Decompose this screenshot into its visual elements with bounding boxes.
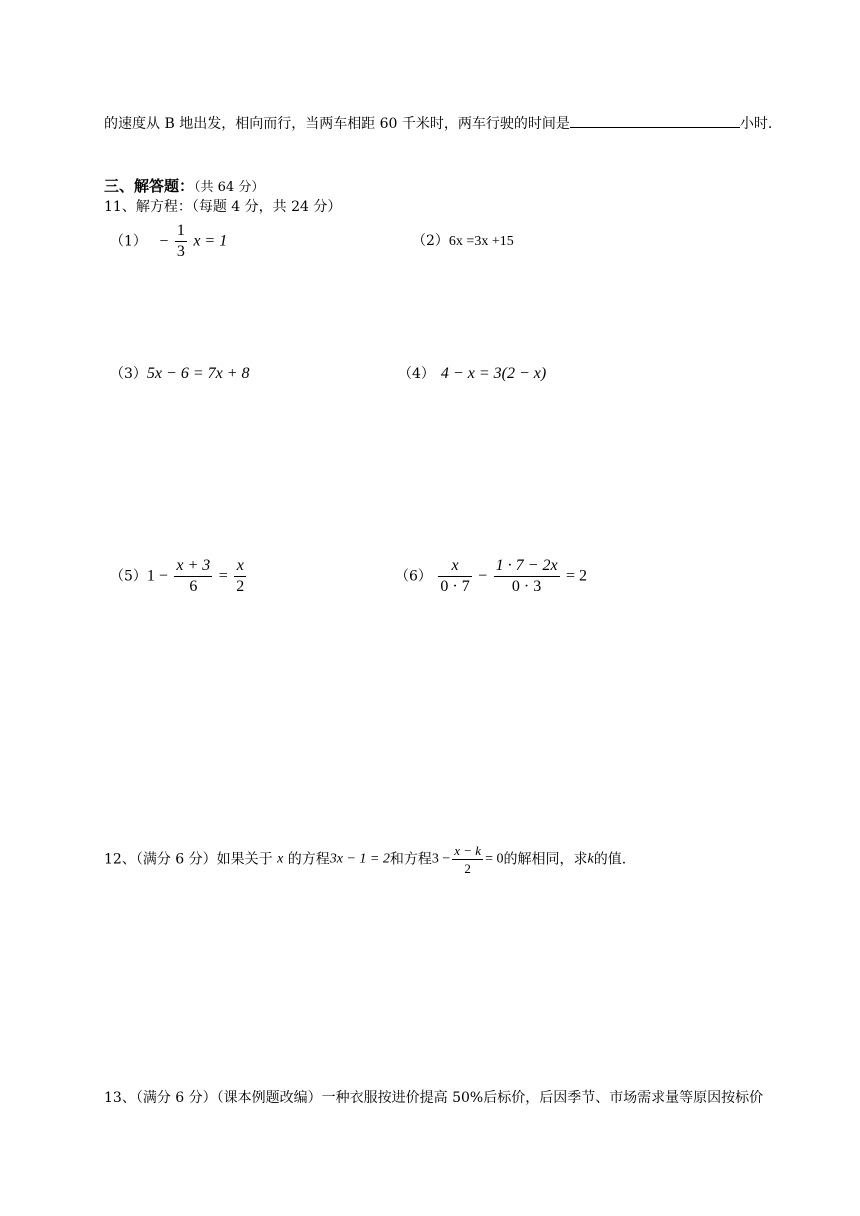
fraction: [175, 222, 187, 261]
q11-heading: 11、解方程：（每题 4 分，共 24 分）: [104, 199, 342, 215]
fraction-1: [174, 557, 212, 596]
q11-problem-3: [110, 365, 250, 383]
equation-tail: = 0: [485, 851, 504, 867]
q12-text-1: 12、（满分 6 分）如果关于: [104, 851, 273, 868]
minus-sign: −: [478, 567, 488, 585]
fraction-2: [494, 557, 560, 596]
variable-x: x: [277, 851, 284, 867]
fraction-denominator: 0 · 7: [440, 578, 470, 595]
fraction-numerator: x − k: [454, 843, 482, 858]
problem-label: （2）: [412, 233, 449, 249]
q12-line: [104, 843, 626, 876]
problem-label: （4）: [398, 366, 435, 382]
equation-1: 3x − 1 = 2: [329, 851, 390, 867]
problem-label: （3）: [110, 366, 147, 382]
fraction-denominator: 2: [464, 861, 471, 876]
minus-sign: −: [159, 232, 169, 250]
equals-sign: =: [218, 567, 228, 585]
fraction-2: [234, 557, 246, 596]
equation-rest: = 2: [566, 567, 588, 585]
problem-label: （1）: [110, 233, 147, 250]
fraction-denominator: 2: [236, 578, 245, 595]
problem-label: （5）: [110, 568, 147, 585]
equation-lead: 1 −: [146, 567, 168, 585]
fraction-denominator: 3: [176, 243, 185, 260]
equation: 4 − x = 3(2 − x): [440, 365, 547, 382]
fraction-numerator: x + 3: [174, 557, 212, 577]
problem-label: （6）: [395, 568, 432, 585]
q12-text-5: 的值.: [593, 851, 627, 868]
fraction-denominator: 6: [189, 578, 198, 595]
q12-text-3: 和方程: [389, 851, 432, 868]
q13-line: 13、（满分 6 分）（课本例题改编）一种衣服按进价提高 50%后标价，后因季节、市场需求量等原因按标价: [104, 1090, 764, 1106]
q11-problem-2: [412, 232, 514, 251]
variable-k: k: [587, 851, 594, 867]
equation: 5x − 6 = 7x + 8: [146, 365, 250, 382]
intro-line: [104, 113, 772, 133]
equation-lead: 3 −: [431, 851, 451, 867]
fraction-numerator: 1: [175, 222, 187, 242]
fraction: [452, 843, 483, 876]
equation: 6x =3x +15: [448, 234, 514, 249]
section-header: [104, 175, 264, 196]
intro-unit: 小时.: [739, 116, 773, 132]
q11-problem-1: [110, 222, 227, 261]
q11-problem-6: [395, 557, 587, 596]
q11-problem-5: [110, 557, 248, 596]
fraction-denominator: 0 · 3: [511, 578, 542, 595]
q11-problem-4: [398, 365, 546, 383]
fraction-numerator: x: [234, 557, 246, 577]
intro-text: 的速度从 B 地出发，相向而行，当两车相距 60 千米时，两车行驶的时间是: [104, 116, 570, 132]
q12-text-4: 的解相同，求: [503, 851, 588, 868]
fraction-1: [438, 557, 471, 596]
answer-blank[interactable]: [570, 113, 740, 128]
section-title: 三、解答题：: [104, 177, 195, 195]
q12-text-2: 的方程: [287, 851, 330, 868]
equation-rest: x = 1: [193, 232, 228, 250]
fraction-numerator: x: [438, 557, 471, 577]
section-score: （共 64 分）: [194, 180, 265, 195]
fraction-numerator: 1 · 7 − 2x: [494, 557, 560, 577]
